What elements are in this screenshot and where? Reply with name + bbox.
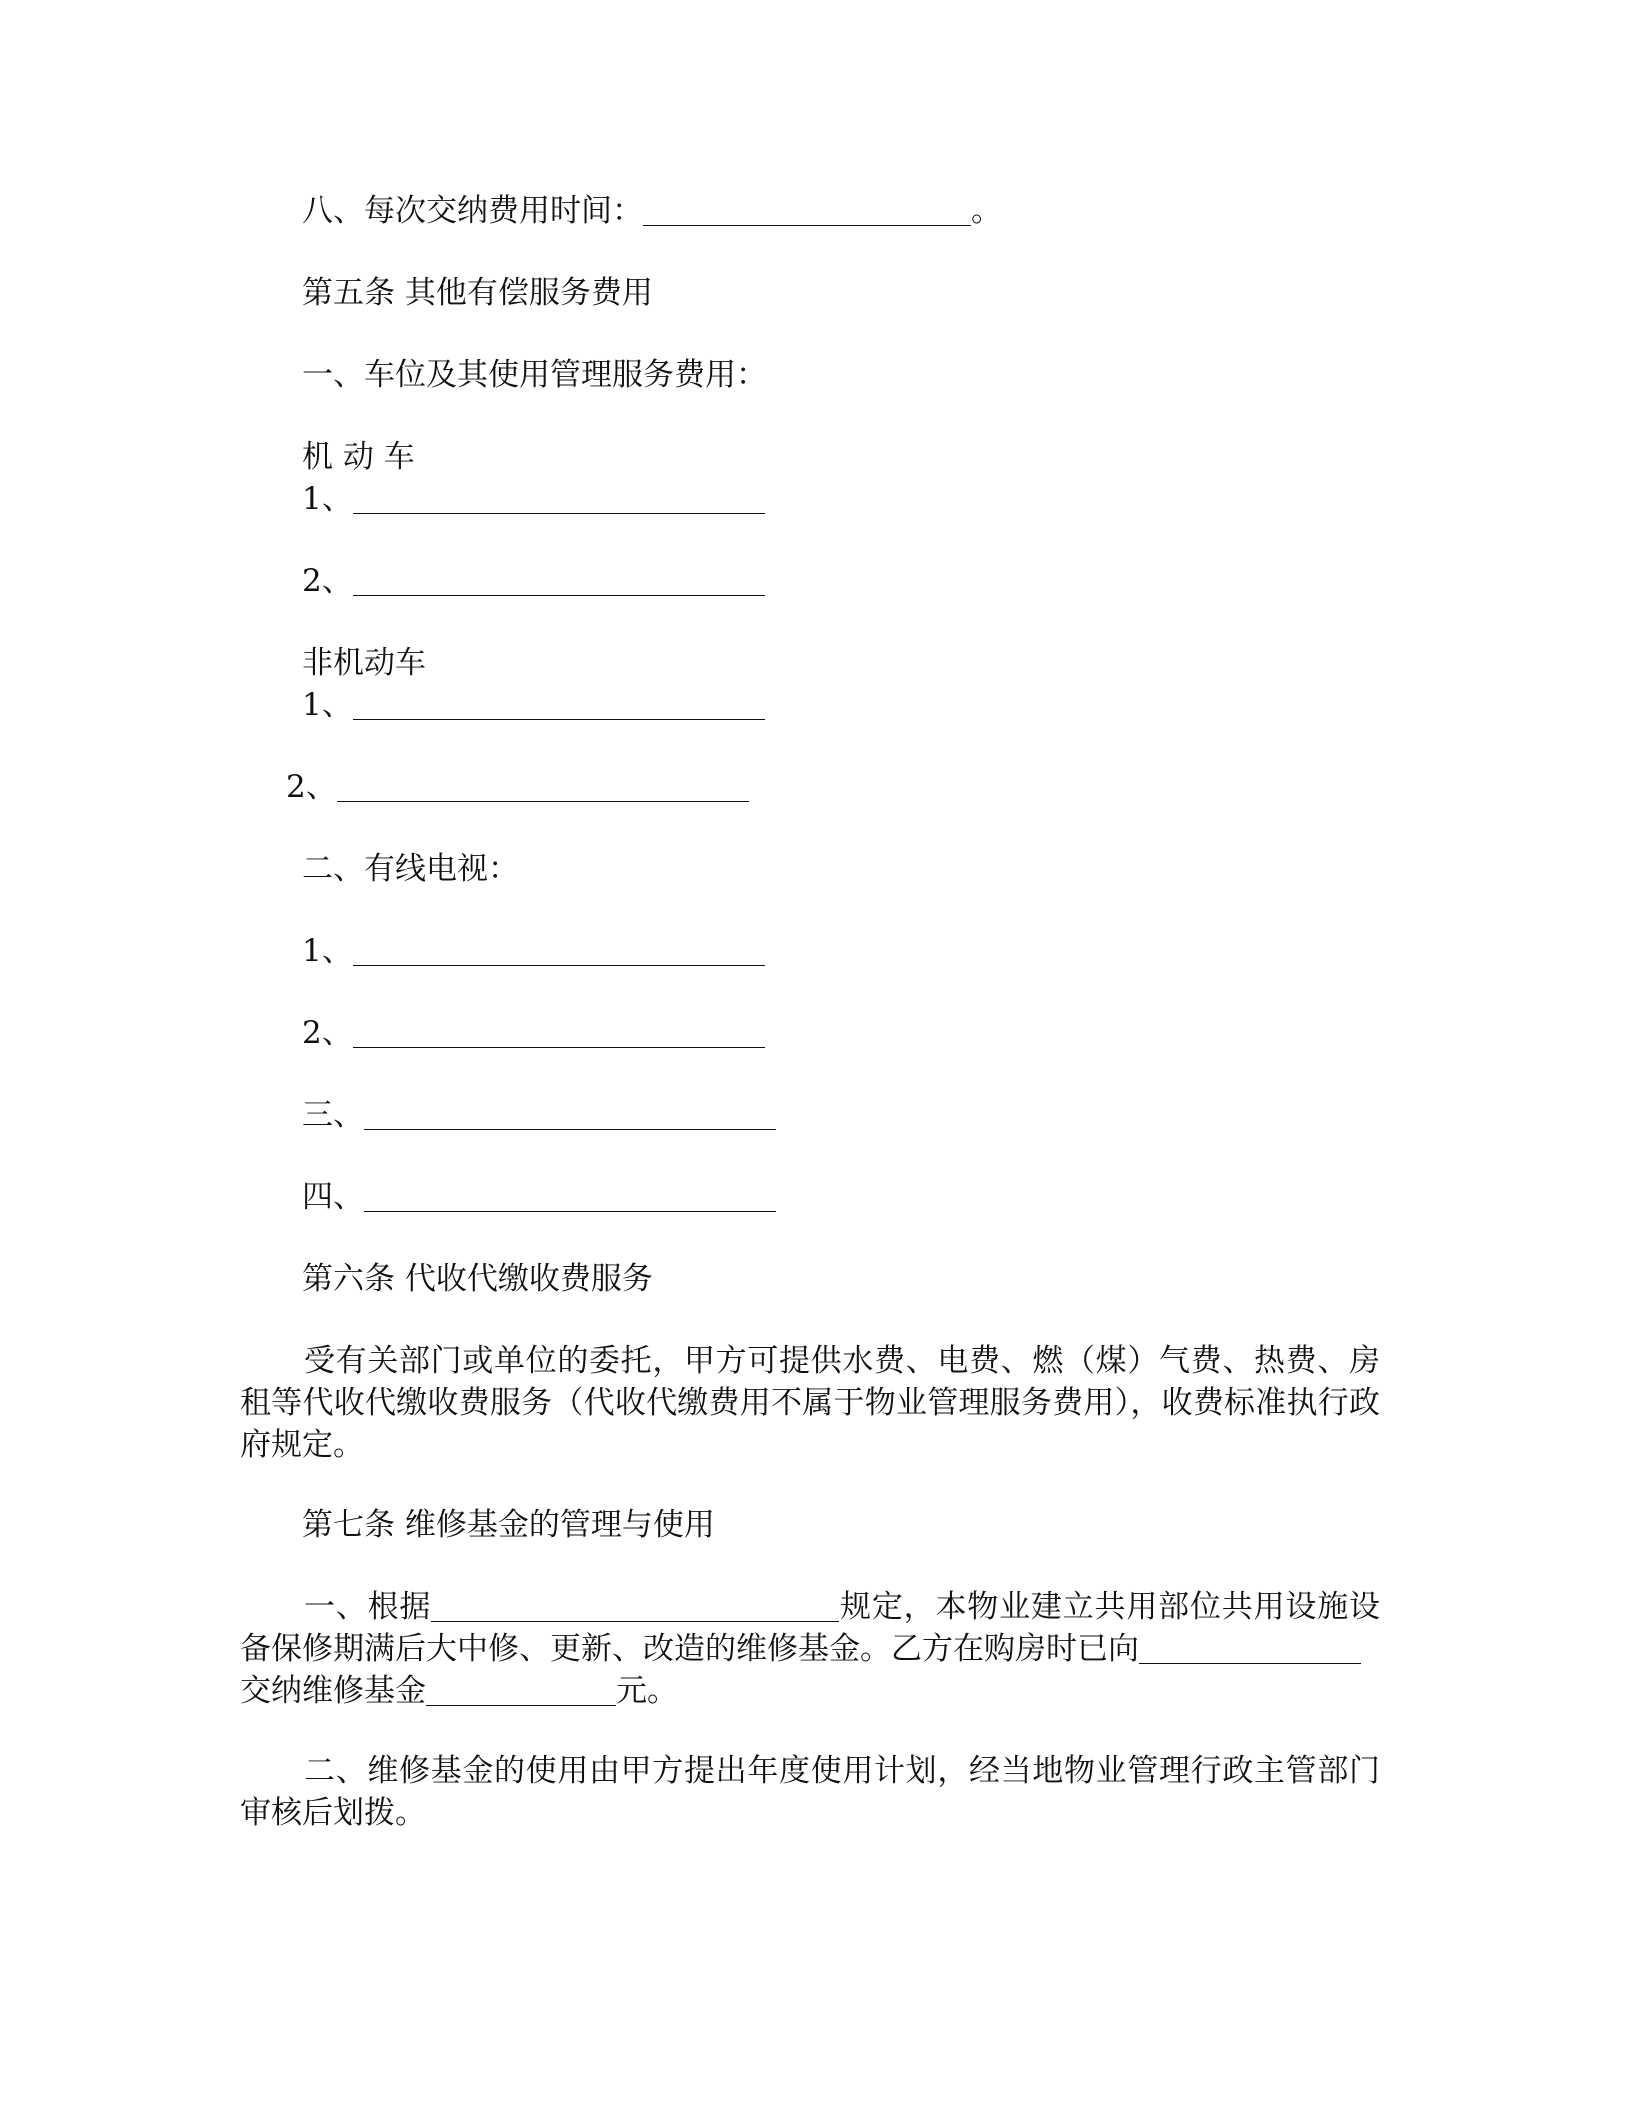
article5-item4 xyxy=(302,1176,776,1218)
motor-item-1-blank xyxy=(353,483,765,514)
article7-title: 第七条 维修基金的管理与使用 xyxy=(302,1507,715,1543)
art7-amount-blank xyxy=(426,1675,616,1706)
art7-payee-blank xyxy=(1139,1633,1361,1664)
nonmotor-item-1 xyxy=(302,684,765,726)
article6-body: 受有关部门或单位的委托，甲方可提供水费、电费、燃（煤）气费、热费、房租等代收代缴收费服务（代收代缴费用不属于物业管理服务费用），收费标准执行政府规定。 xyxy=(240,1343,1380,1463)
tv-item-2-blank xyxy=(353,1017,765,1048)
article6-title: 第六条 代收代缴收费服务 xyxy=(302,1261,653,1297)
item4-blank xyxy=(364,1181,776,1212)
art7-p1-part-b: 规定，本物业建立共用部位共用设施设备保修期满后大中修、更新、改造的维修基金。乙方在购房时已向 xyxy=(240,1589,1381,1667)
art7-p1-part-a: 一、根据 xyxy=(304,1589,432,1625)
item8-blank xyxy=(643,195,971,226)
nonmotor-item-2-blank xyxy=(337,771,749,802)
art7-p1-part-d: 元。 xyxy=(616,1673,678,1709)
item3-label: 三、 xyxy=(302,1097,364,1133)
article5-item3 xyxy=(302,1094,776,1136)
non-motor-vehicle-heading: 非机动车 xyxy=(302,645,426,681)
motor-item-1-label: 1、 xyxy=(302,481,353,517)
motor-vehicle-heading: 机 动 车 xyxy=(302,439,415,475)
nonmotor-item-1-label: 1、 xyxy=(302,687,353,723)
tv-item-2-label: 2、 xyxy=(302,1015,353,1051)
art7-regulation-blank xyxy=(431,1591,839,1622)
nonmotor-item-2-label: 2、 xyxy=(286,769,337,805)
nonmotor-item-2 xyxy=(286,766,749,808)
article7-paragraph2: 二、维修基金的使用由甲方提出年度使用计划，经当地物业管理行政主管部门审核后划拨。 xyxy=(240,1753,1380,1831)
motor-item-2-label: 2、 xyxy=(302,563,353,599)
item3-blank xyxy=(364,1099,776,1130)
item8-label: 八、每次交纳费用时间： xyxy=(302,193,643,229)
article5-item2: 二、有线电视： xyxy=(302,851,519,887)
motor-item-2 xyxy=(302,560,765,602)
tv-item-1-label: 1、 xyxy=(302,933,353,969)
item8-end: 。 xyxy=(971,193,1002,229)
article7-paragraph1 xyxy=(240,1586,1380,1712)
item4-label: 四、 xyxy=(302,1179,364,1215)
motor-item-1 xyxy=(302,478,765,520)
tv-item-1-blank xyxy=(353,935,765,966)
motor-item-2-blank xyxy=(353,565,765,596)
tv-item-2 xyxy=(302,1012,765,1054)
nonmotor-item-1-blank xyxy=(353,689,765,720)
tv-item-1 xyxy=(302,930,765,972)
art7-p1-part-c: 交纳维修基金 xyxy=(240,1673,426,1709)
article5-title: 第五条 其他有偿服务费用 xyxy=(302,275,653,311)
item8-line xyxy=(302,190,1002,232)
article5-item1: 一、车位及其使用管理服务费用： xyxy=(302,357,767,393)
